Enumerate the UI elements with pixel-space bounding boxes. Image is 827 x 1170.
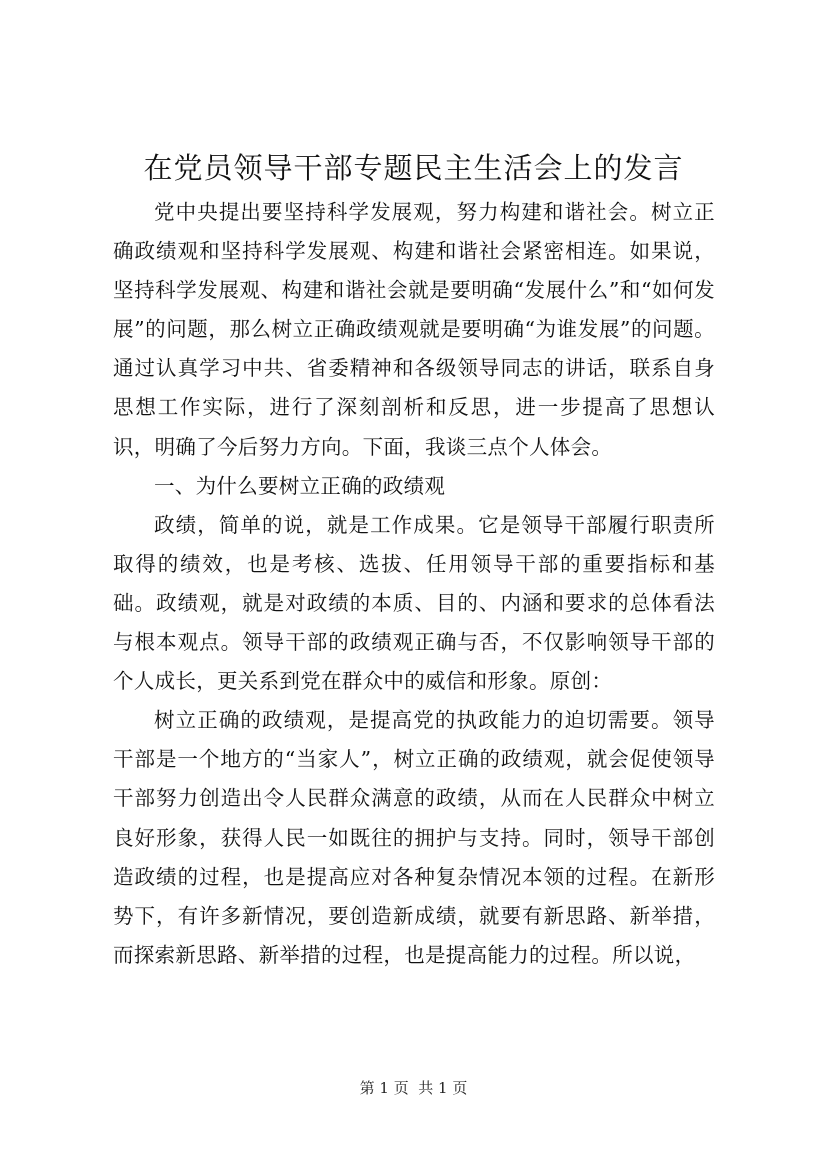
document-body — [113, 193, 715, 975]
page-number: 第 1 页 共 1 页 — [359, 1079, 468, 1097]
page-footer — [0, 1078, 827, 1098]
section-heading: 一、为什么要树立正确的政绩观 — [154, 473, 446, 498]
paragraph-definition: 政绩，简单的说，就是工作成果。它是领导干部履行职责所取得的绩效，也是考核、选拔、任用领导干部的重要指标和基础。政绩观，就是对政绩的本质、目的、内涵和要求的总体看法与根本观点。领导干部的政绩观正确与否，不仅影响领导干部的个人成长，更关系到党在群众中的威信和形象。原创： — [113, 512, 715, 694]
document-title: 在党员领导干部专题民主生活会上的发言 — [143, 151, 684, 185]
paragraph-intro: 党中央提出要坚持科学发展观，努力构建和谐社会。树立正确政绩观和坚持科学发展观、构建和谐社会紧密相连。如果说，坚持科学发展观、构建和谐社会就是要明确“发展什么”和“如何发展”的问题，那么树立正确政绩观就是要明确“为谁发展”的问题。通过认真学习中共、省委精神和各级领导同志的讲话，联系自身思想工作实际，进行了深刻剖析和反思，进一步提高了思想认识，明确了今后努力方向。下面，我谈三点个人体会。 — [113, 200, 715, 459]
paragraph-importance: 树立正确的政绩观，是提高党的执政能力的迫切需要。领导干部是一个地方的“当家人”，树立正确的政绩观，就会促使领导干部努力创造出令人民群众满意的政绩，从而在人民群众中树立良好形象，获得人民一如既往的拥护与支持。同时，领导干部创造政绩的过程，也是提高应对各种复杂情况本领的过程。在新形势下，有许多新情况，要创造新成绩，就要有新思路、新举措，而探索新思路、新举措的过程，也是提高能力的过程。所以说， — [113, 708, 715, 967]
